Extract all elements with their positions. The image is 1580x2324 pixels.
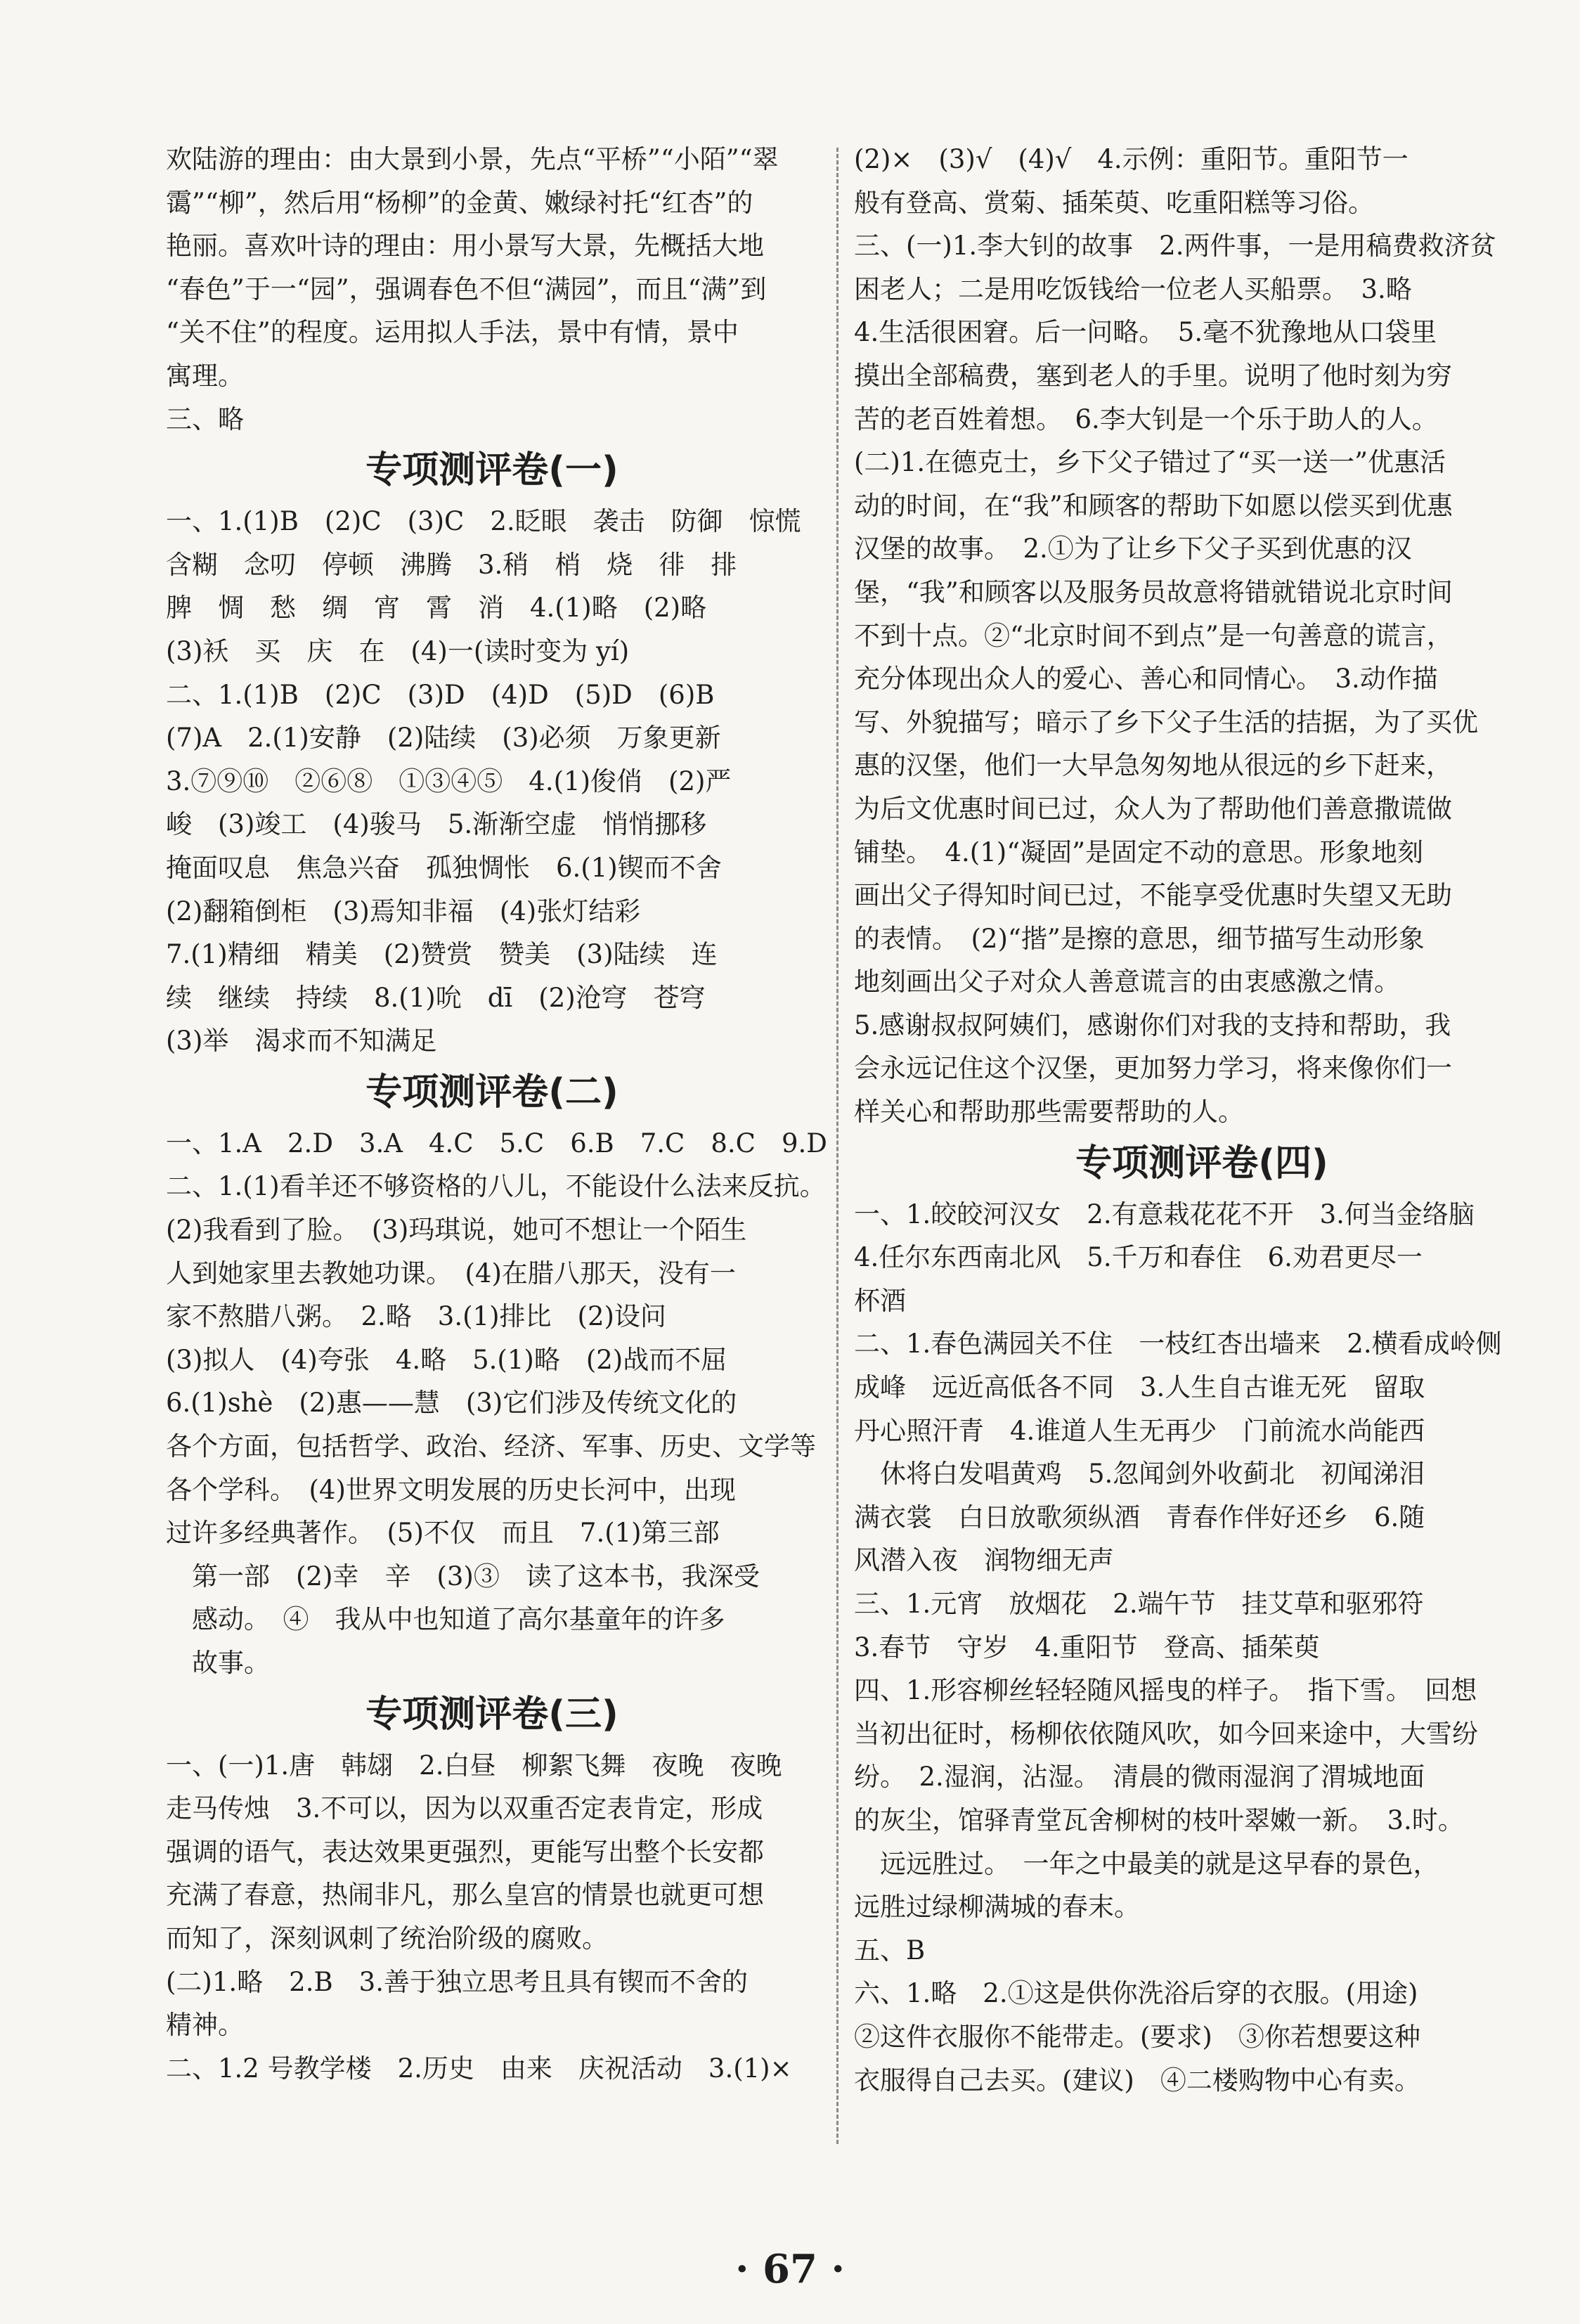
text-line: “关不住”的程度。运用拟人手法，景中有情，景中 (166, 317, 739, 348)
section-1 (166, 442, 818, 1063)
text-line: 堡，“我”和顾客以及服务员故意将错就错说北京时间 (854, 576, 1453, 607)
text-line: 三、1.元宵 放烟花 2.端午节 挂艾草和驱邪符 (854, 1589, 1424, 1619)
text-line: 样关心和帮助那些需要帮助的人。 (854, 1097, 1244, 1128)
text-line: 杯酒 (854, 1285, 906, 1316)
text-line: 二、1.(1)B (2)C (3)D (4)D (5)D (6)B (166, 679, 715, 710)
page-number: · 67 · (735, 2246, 845, 2292)
text-line: (2)翻箱倒柜 (3)焉知非福 (4)张灯结彩 (166, 896, 641, 927)
left-column (166, 138, 827, 2090)
text-line: 第一部 (2)幸 辛 (3)③ 读了这本书，我深受 (166, 1561, 760, 1592)
text-line: 铺垫。 4.(1)“凝固”是固定不动的意思。形象地刻 (854, 837, 1424, 867)
text-line: 远远胜过。 一年之中最美的就是这早春的景色， (854, 1848, 1439, 1879)
text-line: 充满了春意，热闹非凡，那么皇宫的情景也就更可想 (166, 1880, 764, 1911)
text-line: 寓理。 (166, 360, 244, 391)
text-line: 故事。 (166, 1648, 270, 1678)
text-line: 家不熬腊八粥。 2.略 3.(1)排比 (2)设问 (166, 1301, 666, 1332)
text-line: 的灰尘，馆驿青堂瓦舍柳树的枝叶翠嫩一新。 3.时。 (854, 1805, 1464, 1835)
column-divider (836, 148, 838, 2144)
text-line: 各个学科。 (4)世界文明发展的历史长河中，出现 (166, 1474, 736, 1505)
text-line: 一、(一)1.唐 韩翃 2.白昼 柳絮飞舞 夜晚 夜晚 (166, 1750, 782, 1781)
text-line: “春色”于一“园”，强调春色不但“满园”，而且“满”到 (166, 273, 767, 304)
text-line: 续 继续 持续 8.(1)吮 dī (2)沧穹 苍穹 (166, 982, 706, 1013)
text-line: 三、略 (166, 404, 244, 434)
text-line: 为后文优惠时间已过，众人为了帮助他们善意撒谎做 (854, 793, 1452, 824)
text-line: 风潜入夜 润物细无声 (854, 1545, 1114, 1576)
text-line: 苦的老百姓着想。 6.李大钊是一个乐于助人的人。 (854, 404, 1438, 434)
text-line: 画出父子得知时间已过，不能享受优惠时失望又无助 (854, 880, 1452, 911)
text-line: 汉堡的故事。 2.①为了让乡下父子买到优惠的汉 (854, 534, 1412, 564)
text-line: 地刻画出父子对众人善意谎言的由衷感激之情。 (854, 967, 1400, 998)
text-line: 困老人；二是用吃饭钱给一位老人买船票。 3.略 (854, 273, 1412, 304)
text-line: 当初出征时，杨柳依依随风吹，如今回来途中，大雪纷 (854, 1718, 1478, 1749)
text-line: 远胜过绿柳满城的春末。 (854, 1892, 1140, 1923)
section-title: 专项测评卷(一) (365, 449, 619, 492)
text-line: 五、B (854, 1935, 926, 1965)
text-line: 精神。 (166, 2010, 244, 2041)
text-line: 6.(1)shè (2)惠——慧 (3)它们涉及传统文化的 (166, 1388, 737, 1419)
text-line: 二、1.(1)看羊还不够资格的八儿，不能设什么法来反抗。 (166, 1171, 826, 1202)
text-line: 含糊 念叨 停顿 沸腾 3.稍 梢 烧 徘 排 (166, 549, 737, 580)
text-line: 满衣裳 白日放歌须纵酒 青春作伴好还乡 6.随 (854, 1502, 1425, 1532)
text-line: 充分体现出众人的爱心、善心和同情心。 3.动作描 (854, 664, 1438, 695)
text-line: 而知了，深刻讽刺了统治阶级的腐败。 (166, 1923, 608, 1954)
section-title: 专项测评卷(三) (365, 1693, 619, 1736)
text-line: 3.春节 守岁 4.重阳节 登高、插茱萸 (854, 1632, 1320, 1663)
text-line: 欢陆游的理由：由大景到小景，先点“平桥”“小陌”“翠 (166, 144, 779, 174)
text-line: 各个方面，包括哲学、政治、经济、军事、历史、文学等 (166, 1431, 816, 1462)
text-line: 动的时间，在“我”和顾客的帮助下如愿以偿买到优惠 (854, 490, 1453, 521)
text-line: 不到十点。②“北京时间不到点”是一句善意的谎言， (854, 620, 1453, 651)
text-line: 衣服得自己去买。(建议) ④二楼购物中心有卖。 (854, 2065, 1420, 2096)
section-4 (854, 1135, 1550, 2102)
text-line: 四、1.形容柳丝轻轻随风摇曳的样子。 指下雪。 回想 (854, 1675, 1477, 1706)
text-line: 休将白发唱黄鸡 5.忽闻剑外收蓟北 初闻涕泪 (854, 1459, 1425, 1490)
text-line: 般有登高、赏菊、插茱萸、吃重阳糕等习俗。 (854, 187, 1374, 218)
text-line: 丹心照汗青 4.谁道人生无再少 门前流水尚能西 (854, 1415, 1425, 1446)
text-line: 艳丽。喜欢叶诗的理由：用小景写大景，先概括大地 (166, 231, 764, 262)
text-line: 惠的汉堡，他们一大早急匆匆地从很远的乡下赶来， (854, 750, 1452, 781)
text-line: 二、1.春色满园关不住 一枝红杏出墙来 2.横看成岭侧 (854, 1329, 1502, 1360)
text-line: 三、(一)1.李大钊的故事 2.两件事，一是用稿费救济贫 (854, 231, 1496, 262)
text-line: 峻 (3)竣工 (4)骏马 5.渐渐空虚 悄悄挪移 (166, 809, 707, 840)
text-line: (3)袄 买 庆 在 (4)一(读时变为 yí) (166, 635, 630, 666)
text-line: 掩面叹息 焦急兴奋 孤独惆怅 6.(1)锲而不舍 (166, 852, 722, 883)
text-line: 摸出全部稿费，塞到老人的手里。说明了他时刻为穷 (854, 360, 1452, 391)
text-line: 成峰 远近高低各不同 3.人生自古谁无死 留取 (854, 1372, 1425, 1403)
text-line: 一、1.皎皎河汉女 2.有意栽花花不开 3.何当金络脑 (854, 1199, 1475, 1229)
text-line: 一、1.A 2.D 3.A 4.C 5.C 6.B 7.C 8.C 9.D (166, 1128, 827, 1158)
text-line: (二)1.在德克士，乡下父子错过了“买一送一”优惠活 (854, 447, 1446, 478)
text-line: 会永远记住这个汉堡，更加努力学习，将来像你们一 (854, 1053, 1452, 1084)
text-line: 4.任尔东西南北风 5.千万和春住 6.劝君更尽一 (854, 1242, 1423, 1273)
text-line: 强调的语气，表达效果更强烈，更能写出整个长安都 (166, 1836, 764, 1867)
left-intro (166, 138, 818, 441)
section-3 (166, 1686, 818, 2091)
text-line: 六、1.略 2.①这是供你洗浴后穿的衣服。(用途) (854, 1978, 1418, 2009)
section-title: 专项测评卷(二) (365, 1071, 619, 1113)
text-line: (2)× (3)√ (4)√ 4.示例：重阳节。重阳节一 (854, 144, 1409, 174)
text-line: (7)A 2.(1)安静 (2)陆续 (3)必须 万象更新 (166, 723, 721, 754)
text-line: 走马传烛 3.不可以，因为以双重否定表肯定，形成 (166, 1793, 763, 1824)
right-column (854, 138, 1550, 2102)
text-line: (3)举 渴求而不知满足 (166, 1026, 437, 1057)
text-line: 纷。 2.湿润，沾湿。 清晨的微雨湿润了渭城地面 (854, 1762, 1425, 1793)
text-line: 写、外貌描写；暗示了乡下父子生活的拮据，为了买优 (854, 706, 1478, 737)
section-title: 专项测评卷(四) (1075, 1142, 1328, 1184)
text-line: (二)1.略 2.B 3.善于独立思考且具有锲而不舍的 (166, 1966, 748, 1997)
text-line: 人到她家里去教她功课。 (4)在腊八那天，没有一 (166, 1258, 736, 1289)
text-line: 感动。 ④ 我从中也知道了高尔基童年的许多 (166, 1604, 725, 1635)
text-line: 霭”“柳”，然后用“杨柳”的金黄、嫩绿衬托“红杏”的 (166, 187, 753, 218)
text-line: 7.(1)精细 精美 (2)赞赏 赞美 (3)陆续 连 (166, 939, 718, 970)
text-line: (2)我看到了脸。 (3)玛琪说，她可不想让一个陌生 (166, 1215, 747, 1246)
text-line: ②这件衣服你不能带走。(要求) ③你若想要这种 (854, 2021, 1420, 2052)
text-line: 4.生活很困窘。后一问略。 5.毫不犹豫地从口袋里 (854, 317, 1437, 348)
section-2 (166, 1064, 827, 1685)
text-line: 过许多经典著作。 (5)不仅 而且 7.(1)第三部 (166, 1518, 720, 1549)
text-line: 5.感谢叔叔阿姨们，感谢你们对我的支持和帮助，我 (854, 1009, 1451, 1040)
text-line: (3)拟人 (4)夸张 4.略 5.(1)略 (2)战而不屈 (166, 1344, 727, 1375)
text-line: 3.⑦⑨⑩ ②⑥⑧ ①③④⑤ 4.(1)俊俏 (2)严 (166, 766, 732, 796)
text-line: 一、1.(1)B (2)C (3)C 2.眨眼 袭击 防御 惊慌 (166, 506, 801, 537)
text-line: 的表情。 (2)“揩”是擦的意思，细节描写生动形象 (854, 923, 1425, 954)
text-line: 脾 惆 愁 绸 宵 霄 消 4.(1)略 (2)略 (166, 593, 707, 624)
right-intro (854, 138, 1550, 1134)
text-line: 二、1.2 号教学楼 2.历史 由来 庆祝活动 3.(1)× (166, 2053, 792, 2084)
